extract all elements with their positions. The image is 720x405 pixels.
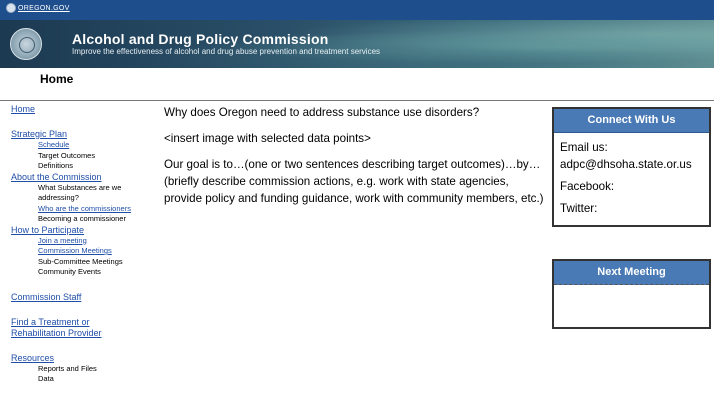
connect-header: Connect With Us (554, 109, 709, 133)
nav-reports-files[interactable]: Reports and Files (38, 363, 97, 373)
main-content (164, 104, 549, 216)
nav-resources[interactable]: Resources (11, 352, 55, 363)
nav-commission-meetings[interactable]: Commission Meetings (38, 246, 112, 255)
nav-about-commission[interactable]: About the Commission (11, 171, 102, 182)
nav-becoming-commissioner[interactable]: Becoming a commissioner (38, 214, 126, 223)
nav-what-substances-line2: addressing? (38, 193, 79, 202)
site-title: Alcohol and Drug Policy Commission (72, 31, 329, 47)
nav-find-treatment-line1: Find a Treatment or (11, 316, 90, 327)
intro-question: Why does Oregon need to address substance use disorders? (164, 106, 480, 119)
nav-schedule[interactable]: Schedule (38, 140, 70, 149)
nav-find-treatment[interactable] (11, 317, 151, 339)
next-meeting-box (552, 259, 711, 329)
nav-data[interactable]: Data (38, 374, 54, 383)
nav-who-commissioners[interactable]: Who are the commissioners (38, 203, 131, 213)
nav-target-outcomes[interactable]: Target Outcomes (38, 150, 96, 160)
nav-join-meeting[interactable]: Join a meeting (38, 235, 87, 245)
nav-subcommittee-meetings[interactable]: Sub-Committee Meetings (38, 256, 123, 266)
nav-strategic-plan[interactable]: Strategic Plan (11, 129, 68, 139)
twitter-contact[interactable]: Twitter: (560, 202, 598, 215)
oregon-seal-icon (6, 3, 16, 13)
goal-text: Our goal is to…(one or two sentences describing target outcomes)…by…(briefly describe commission actions, e.g. work with state agencies, provide policy and funding guidance, work with community members, etc.) (164, 158, 544, 205)
oregon-gov-logo-link[interactable] (6, 3, 70, 13)
left-nav (11, 104, 151, 385)
site-subtitle: Improve the effectiveness of alcohol and drug abuse prevention and treatment services (72, 47, 381, 56)
image-placeholder: <insert image with selected data points> (164, 132, 371, 145)
connect-box (552, 107, 711, 227)
nav-how-to-participate[interactable]: How to Participate (11, 224, 85, 235)
email-contact[interactable]: Email us: adpc@dhsoha.state.or.us (560, 141, 692, 171)
facebook-contact[interactable]: Facebook: (560, 180, 615, 193)
nav-definitions[interactable]: Definitions (38, 161, 74, 170)
nav-community-events[interactable]: Community Events (38, 267, 101, 276)
nav-what-substances-line1: What Substances are we (38, 182, 122, 192)
heading-divider (0, 100, 714, 101)
oregon-gov-logo-text: OREGON.GOV (18, 4, 70, 12)
nav-commission-staff[interactable]: Commission Staff (11, 291, 82, 302)
state-seal-icon (10, 28, 42, 60)
nav-what-substances[interactable] (11, 183, 151, 204)
nav-home[interactable]: Home (11, 104, 36, 114)
nav-find-treatment-line2: Rehabilitation Provider (11, 327, 102, 338)
page-title: Home (40, 72, 74, 86)
site-banner (0, 20, 714, 68)
gov-bar (0, 0, 714, 20)
next-meeting-header: Next Meeting (554, 261, 709, 285)
